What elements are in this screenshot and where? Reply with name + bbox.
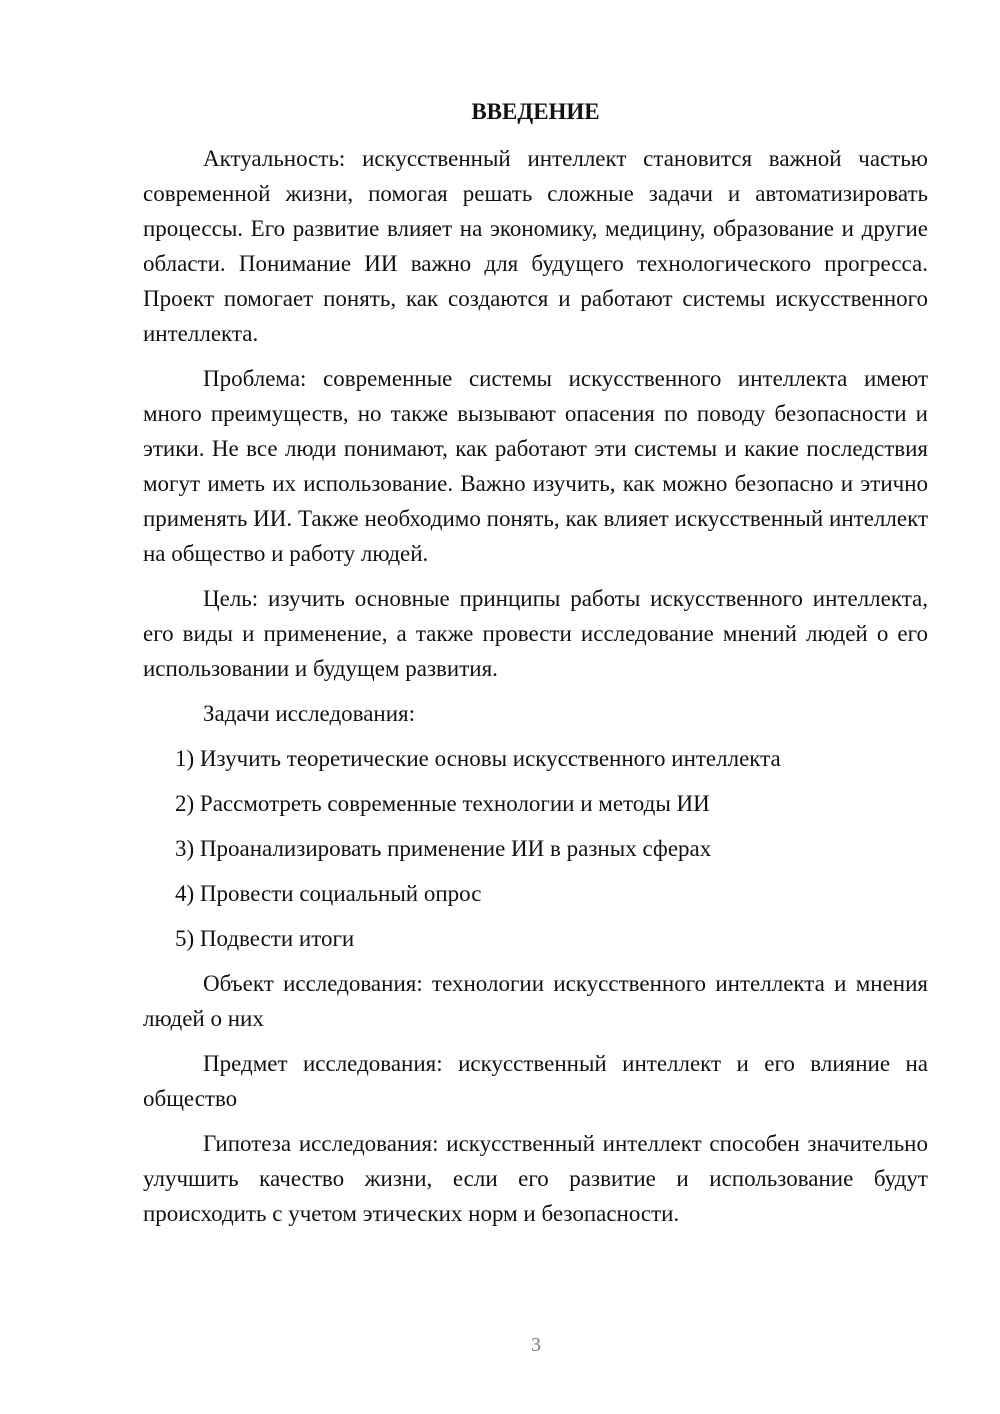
list-item: 1) Изучить теоретические основы искусственного интеллекта bbox=[175, 746, 781, 771]
paragraph-hypothesis: Гипотеза исследования: искусственный интеллект способен значительно улучшить качество жизни, если его развитие и использование будут происходить с учетом этических норм и безопасности. bbox=[143, 1131, 928, 1226]
list-item: 5) Подвести итоги bbox=[175, 926, 355, 951]
paragraph-relevance: Актуальность: искусственный интеллект становится важной частью современной жизни, помогая решать сложные задачи и автоматизировать процессы. Его развитие влияет на экономику, медицину, образование и другие области. Понимание ИИ важно для будущего технологического прогресса. Проект помогает понять, как создаются и работают системы искусственного интеллекта. bbox=[143, 146, 928, 346]
list-item: 2) Рассмотреть современные технологии и методы ИИ bbox=[175, 791, 710, 816]
page-number: 3 bbox=[531, 1334, 541, 1356]
paragraph-problem: Проблема: современные системы искусственного интеллекта имеют много преимуществ, но также вызывают опасения по поводу безопасности и этики. Не все люди понимают, как работают эти системы и какие последствия могут иметь их использование. Важно изучить, как можно безопасно и этично применять ИИ. Также необходимо понять, как влияет искусственный интеллект на общество и работу людей. bbox=[143, 366, 928, 566]
list-item: 4) Провести социальный опрос bbox=[175, 881, 482, 906]
paragraph-goal: Цель: изучить основные принципы работы искусственного интеллекта, его виды и применение, а также провести исследование мнений людей о его использовании и будущем развития. bbox=[143, 586, 928, 681]
tasks-title: Задачи исследования: bbox=[203, 701, 416, 726]
paragraph-object: Объект исследования: технологии искусственного интеллекта и мнения людей о них bbox=[143, 971, 928, 1031]
section-heading: ВВЕДЕНИЕ bbox=[471, 99, 600, 124]
paragraph-subject: Предмет исследования: искусственный интеллект и его влияние на общество bbox=[143, 1051, 928, 1111]
tasks-list bbox=[143, 741, 928, 956]
list-item: 3) Проанализировать применение ИИ в разных сферах bbox=[175, 836, 712, 861]
page-content bbox=[143, 94, 928, 1241]
